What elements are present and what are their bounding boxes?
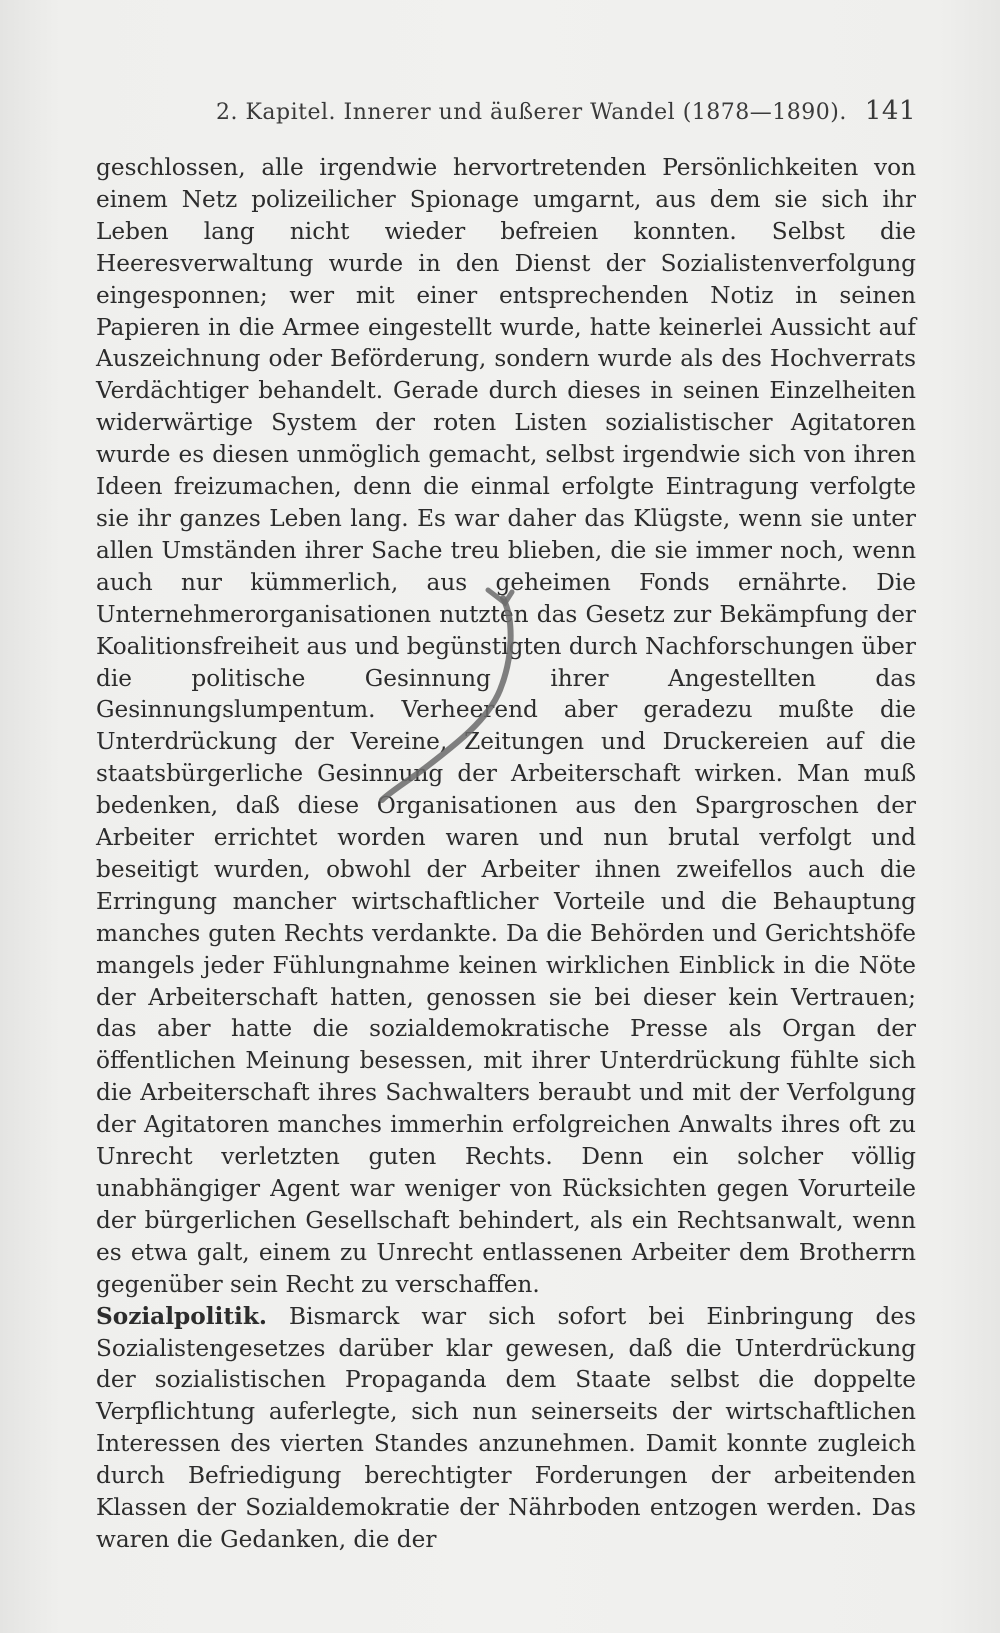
section-side-heading: Sozialpolitik. (96, 1302, 267, 1330)
running-title: 2. Kapitel. Innerer und äußerer Wandel (1878—1890). (216, 100, 847, 125)
paragraph-2 (96, 1301, 916, 1556)
paragraph-2-text: Bismarck war sich sofort bei Einbringung des Sozialistengesetzes darüber klar gewesen, daß die Unterdrückung der sozialistischen Propaganda dem Staate selbst die doppelte Verpflichtung auferlegte, sich nun seinerseits der wirtschaftlichen Interessen des vierten Standes anzunehmen. Damit konnte zugleich durch Befriedigung berechtigter Forderungen der arbeitenden Klassen der Sozialdemokratie der Nährboden entzogen werden. Das waren die Gedanken, die der (96, 1302, 916, 1553)
paragraph-1: geschlossen, alle irgendwie hervortretenden Persönlichkeiten von einem Netz polizeilicher Spionage umgarnt, aus dem sie sich ihr Leben lang nicht wieder befreien konnten. Selbst die Heeresverwaltung wurde in den Dienst der Sozialistenverfolgung eingesponnen; wer mit einer entsprechenden Notiz in seinen Papieren in die Armee eingestellt wurde, hatte keinerlei Aussicht auf Auszeichnung oder Beförderung, sondern wurde als des Hochverrats Verdächtiger behandelt. Gerade durch dieses in seinen Einzelheiten widerwärtige System der roten Listen sozialistischer Agitatoren wurde es diesen unmöglich gemacht, selbst irgendwie sich von ihren Ideen freizumachen, denn die einmal erfolgte Eintragung verfolgte sie ihr ganzes Leben lang. Es war daher das Klügste, wenn sie unter allen Umständen ihrer Sache treu blieben, die sie immer noch, wenn auch nur kümmerlich, aus geheimen Fonds ernährte. Die Unternehmerorganisationen nutzten das Gesetz zur Bekämpfung der Koalitionsfreiheit aus und begünstigten durch Nachforschungen über die politische Gesinnung ihrer Angestellten das Gesinnungslumpentum. Verheerend aber geradezu mußte die Unterdrückung der Vereine, Zeitungen und Druckereien auf die staatsbürgerliche Gesinnung der Arbeiterschaft wirken. Man muß bedenken, daß diese Organisationen aus den Spargroschen der Arbeiter errichtet worden waren und nun brutal verfolgt und beseitigt wurden, obwohl der Arbeiter ihnen zweifellos auch die Erringung mancher wirtschaftlicher Vorteile und die Behauptung manches guten Rechts verdankte. Da die Behörden und Gerichtshöfe mangels jeder Fühlungnahme keinen wirklichen Einblick in die Nöte der Arbeiterschaft hatten, genossen sie bei dieser kein Vertrauen; das aber hatte die sozialdemokratische Presse als Organ der öffentlichen Meinung besessen, mit ihrer Unterdrückung fühlte sich die Arbeiterschaft ihres Sachwalters beraubt und mit der Verfolgung der Agitatoren manches immerhin erfolgreichen Anwalts ihres oft zu Unrecht verletzten guten Rechts. Denn ein solcher völlig unabhängiger Agent war weniger von Rücksichten gegen Vorurteile der bürgerlichen Gesellschaft behindert, als ein Rechtsanwalt, wenn es etwa galt, einem zu Unrecht entlassenen Arbeiter dem Brotherrn gegenüber sein Recht zu verschaffen. (96, 154, 916, 1298)
body-text (96, 152, 916, 1556)
running-header (216, 96, 916, 130)
page-number: 141 (864, 96, 916, 126)
